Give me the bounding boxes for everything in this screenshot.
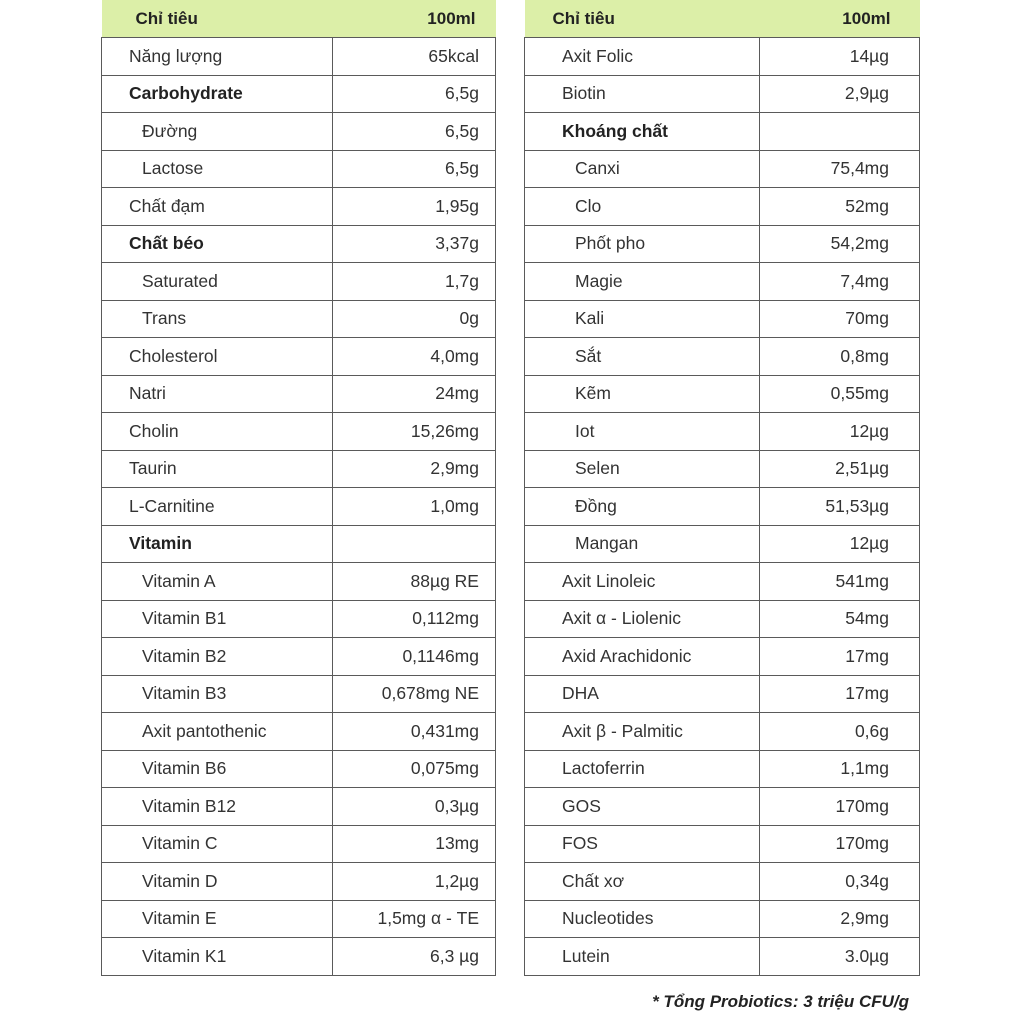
- nutrient-name: Vitamin B2: [102, 638, 333, 676]
- table-row: [525, 338, 920, 376]
- nutrient-name: Lactoferrin: [525, 750, 760, 788]
- nutrient-name: Selen: [525, 450, 760, 488]
- table-header-row: [102, 0, 496, 38]
- nutrient-name: Kẽm: [525, 375, 760, 413]
- nutrient-name: Natri: [102, 375, 333, 413]
- table-row: [525, 563, 920, 601]
- nutrient-value: 24mg: [333, 375, 496, 413]
- table-row: [102, 338, 496, 376]
- table-row: [102, 450, 496, 488]
- nutrient-value: 170mg: [760, 788, 920, 826]
- table-row: [525, 75, 920, 113]
- nutrient-name: Phốt pho: [525, 225, 760, 263]
- nutrient-name: Biotin: [525, 75, 760, 113]
- nutrient-name: Vitamin B12: [102, 788, 333, 826]
- table-row: [102, 788, 496, 826]
- table-row: [525, 863, 920, 901]
- nutrient-value: 0,34g: [760, 863, 920, 901]
- table-row: [525, 938, 920, 976]
- nutrient-name: Axit α - Liolenic: [525, 600, 760, 638]
- nutrient-name: Vitamin E: [102, 900, 333, 938]
- table-row: [102, 900, 496, 938]
- left-table-body: [102, 38, 496, 976]
- nutrient-value: 54mg: [760, 600, 920, 638]
- table-row: [102, 563, 496, 601]
- table-row: [525, 413, 920, 451]
- nutrient-value: 6,5g: [333, 113, 496, 151]
- nutrient-name: Trans: [102, 300, 333, 338]
- nutrient-value: 17mg: [760, 638, 920, 676]
- nutrient-name: Khoáng chất: [525, 113, 760, 151]
- nutrient-name: Taurin: [102, 450, 333, 488]
- nutrient-name: Lactose: [102, 150, 333, 188]
- nutrient-name: Vitamin: [102, 525, 333, 563]
- nutrient-value: 2,9mg: [760, 900, 920, 938]
- nutrient-name: Lutein: [525, 938, 760, 976]
- nutrient-value: 6,5g: [333, 150, 496, 188]
- table-row: [102, 75, 496, 113]
- nutrient-value: 1,7g: [333, 263, 496, 301]
- nutrient-name: Đồng: [525, 488, 760, 526]
- nutrient-name: Vitamin C: [102, 825, 333, 863]
- nutrient-name: Axit Folic: [525, 38, 760, 76]
- nutrient-name: Magie: [525, 263, 760, 301]
- table-row: [525, 600, 920, 638]
- nutrient-name: Vitamin D: [102, 863, 333, 901]
- table-row: [525, 525, 920, 563]
- table-row: [525, 113, 920, 151]
- nutrient-value: 6,3 µg: [333, 938, 496, 976]
- nutrient-name: L-Carnitine: [102, 488, 333, 526]
- header-name: Chỉ tiêu: [102, 0, 333, 38]
- nutrition-table-right: [524, 0, 920, 976]
- table-row: [102, 675, 496, 713]
- nutrient-value: 0,075mg: [333, 750, 496, 788]
- nutrient-name: FOS: [525, 825, 760, 863]
- nutrient-value: 0g: [333, 300, 496, 338]
- nutrient-value: 13mg: [333, 825, 496, 863]
- nutrient-name: Saturated: [102, 263, 333, 301]
- table-row: [525, 675, 920, 713]
- nutrient-value: 88µg RE: [333, 563, 496, 601]
- table-row: [102, 263, 496, 301]
- table-row: [102, 38, 496, 76]
- nutrient-name: Chất đạm: [102, 188, 333, 226]
- table-row: [102, 600, 496, 638]
- nutrient-value: 12µg: [760, 525, 920, 563]
- header-value: 100ml: [760, 0, 920, 38]
- nutrient-name: Nucleotides: [525, 900, 760, 938]
- nutrient-name: GOS: [525, 788, 760, 826]
- table-row: [525, 375, 920, 413]
- nutrient-value: 51,53µg: [760, 488, 920, 526]
- nutrient-value: 14µg: [760, 38, 920, 76]
- nutrient-value: 65kcal: [333, 38, 496, 76]
- nutrient-value: 0,8mg: [760, 338, 920, 376]
- nutrient-value: 1,0mg: [333, 488, 496, 526]
- nutrient-value: [760, 113, 920, 151]
- nutrient-name: Vitamin B6: [102, 750, 333, 788]
- table-row: [102, 300, 496, 338]
- header-value: 100ml: [333, 0, 496, 38]
- nutrient-name: Carbohydrate: [102, 75, 333, 113]
- nutrient-value: 17mg: [760, 675, 920, 713]
- nutrient-value: 170mg: [760, 825, 920, 863]
- table-row: [525, 450, 920, 488]
- nutrient-name: Clo: [525, 188, 760, 226]
- nutrient-value: 1,5mg α - TE: [333, 900, 496, 938]
- table-row: [102, 863, 496, 901]
- nutrient-value: 54,2mg: [760, 225, 920, 263]
- probiotics-footnote: * Tổng Probiotics: 3 triệu CFU/g: [652, 992, 909, 1011]
- nutrient-value: 0,55mg: [760, 375, 920, 413]
- table-row: [525, 300, 920, 338]
- nutrient-value: 52mg: [760, 188, 920, 226]
- nutrient-value: 12µg: [760, 413, 920, 451]
- nutrient-value: 70mg: [760, 300, 920, 338]
- table-row: [102, 638, 496, 676]
- table-row: [102, 150, 496, 188]
- nutrient-value: 0,1146mg: [333, 638, 496, 676]
- nutrient-name: Vitamin B3: [102, 675, 333, 713]
- nutrient-value: 1,1mg: [760, 750, 920, 788]
- nutrient-name: Chất béo: [102, 225, 333, 263]
- nutrient-name: Chất xơ: [525, 863, 760, 901]
- nutrient-value: 15,26mg: [333, 413, 496, 451]
- table-row: [102, 525, 496, 563]
- header-name: Chỉ tiêu: [525, 0, 760, 38]
- table-row: [102, 488, 496, 526]
- nutrient-value: 0,6g: [760, 713, 920, 751]
- table-row: [102, 188, 496, 226]
- nutrient-name: DHA: [525, 675, 760, 713]
- nutrient-name: Mangan: [525, 525, 760, 563]
- table-row: [525, 488, 920, 526]
- nutrient-value: 3.0µg: [760, 938, 920, 976]
- nutrient-name: Vitamin B1: [102, 600, 333, 638]
- nutrient-name: Canxi: [525, 150, 760, 188]
- nutrient-value: 541mg: [760, 563, 920, 601]
- table-row: [525, 788, 920, 826]
- right-table-body: [525, 38, 920, 976]
- nutrient-name: Năng lượng: [102, 38, 333, 76]
- table-row: [525, 900, 920, 938]
- nutrient-name: Vitamin K1: [102, 938, 333, 976]
- table-row: [102, 413, 496, 451]
- nutrient-name: Axid Arachidonic: [525, 638, 760, 676]
- table-row: [102, 938, 496, 976]
- nutrient-name: Axit Linoleic: [525, 563, 760, 601]
- nutrient-value: [333, 525, 496, 563]
- table-row: [102, 750, 496, 788]
- nutrient-value: 4,0mg: [333, 338, 496, 376]
- table-row: [102, 375, 496, 413]
- table-row: [102, 713, 496, 751]
- nutrient-value: 3,37g: [333, 225, 496, 263]
- nutrient-value: 0,678mg NE: [333, 675, 496, 713]
- table-row: [102, 225, 496, 263]
- nutrient-value: 75,4mg: [760, 150, 920, 188]
- table-row: [525, 188, 920, 226]
- table-row: [525, 150, 920, 188]
- nutrient-value: 7,4mg: [760, 263, 920, 301]
- nutrient-value: 2,9mg: [333, 450, 496, 488]
- nutrient-name: Kali: [525, 300, 760, 338]
- nutrient-name: Đường: [102, 113, 333, 151]
- nutrient-value: 2,9µg: [760, 75, 920, 113]
- nutrient-value: 1,95g: [333, 188, 496, 226]
- nutrient-value: 0,3µg: [333, 788, 496, 826]
- nutrient-name: Axit β - Palmitic: [525, 713, 760, 751]
- table-row: [525, 638, 920, 676]
- nutrient-value: 6,5g: [333, 75, 496, 113]
- table-row: [525, 713, 920, 751]
- nutrient-name: Axit pantothenic: [102, 713, 333, 751]
- nutrient-name: Sắt: [525, 338, 760, 376]
- table-row: [525, 263, 920, 301]
- table-row: [102, 113, 496, 151]
- table-header-row: [525, 0, 920, 38]
- nutrient-value: 0,431mg: [333, 713, 496, 751]
- nutrient-value: 1,2µg: [333, 863, 496, 901]
- nutrient-value: 2,51µg: [760, 450, 920, 488]
- table-row: [525, 825, 920, 863]
- table-row: [525, 38, 920, 76]
- table-row: [102, 825, 496, 863]
- nutrient-name: Cholin: [102, 413, 333, 451]
- table-row: [525, 750, 920, 788]
- nutrient-name: Vitamin A: [102, 563, 333, 601]
- nutrient-name: Cholesterol: [102, 338, 333, 376]
- nutrition-table-left: [101, 0, 496, 976]
- nutrient-value: 0,112mg: [333, 600, 496, 638]
- nutrient-name: Iot: [525, 413, 760, 451]
- table-row: [525, 225, 920, 263]
